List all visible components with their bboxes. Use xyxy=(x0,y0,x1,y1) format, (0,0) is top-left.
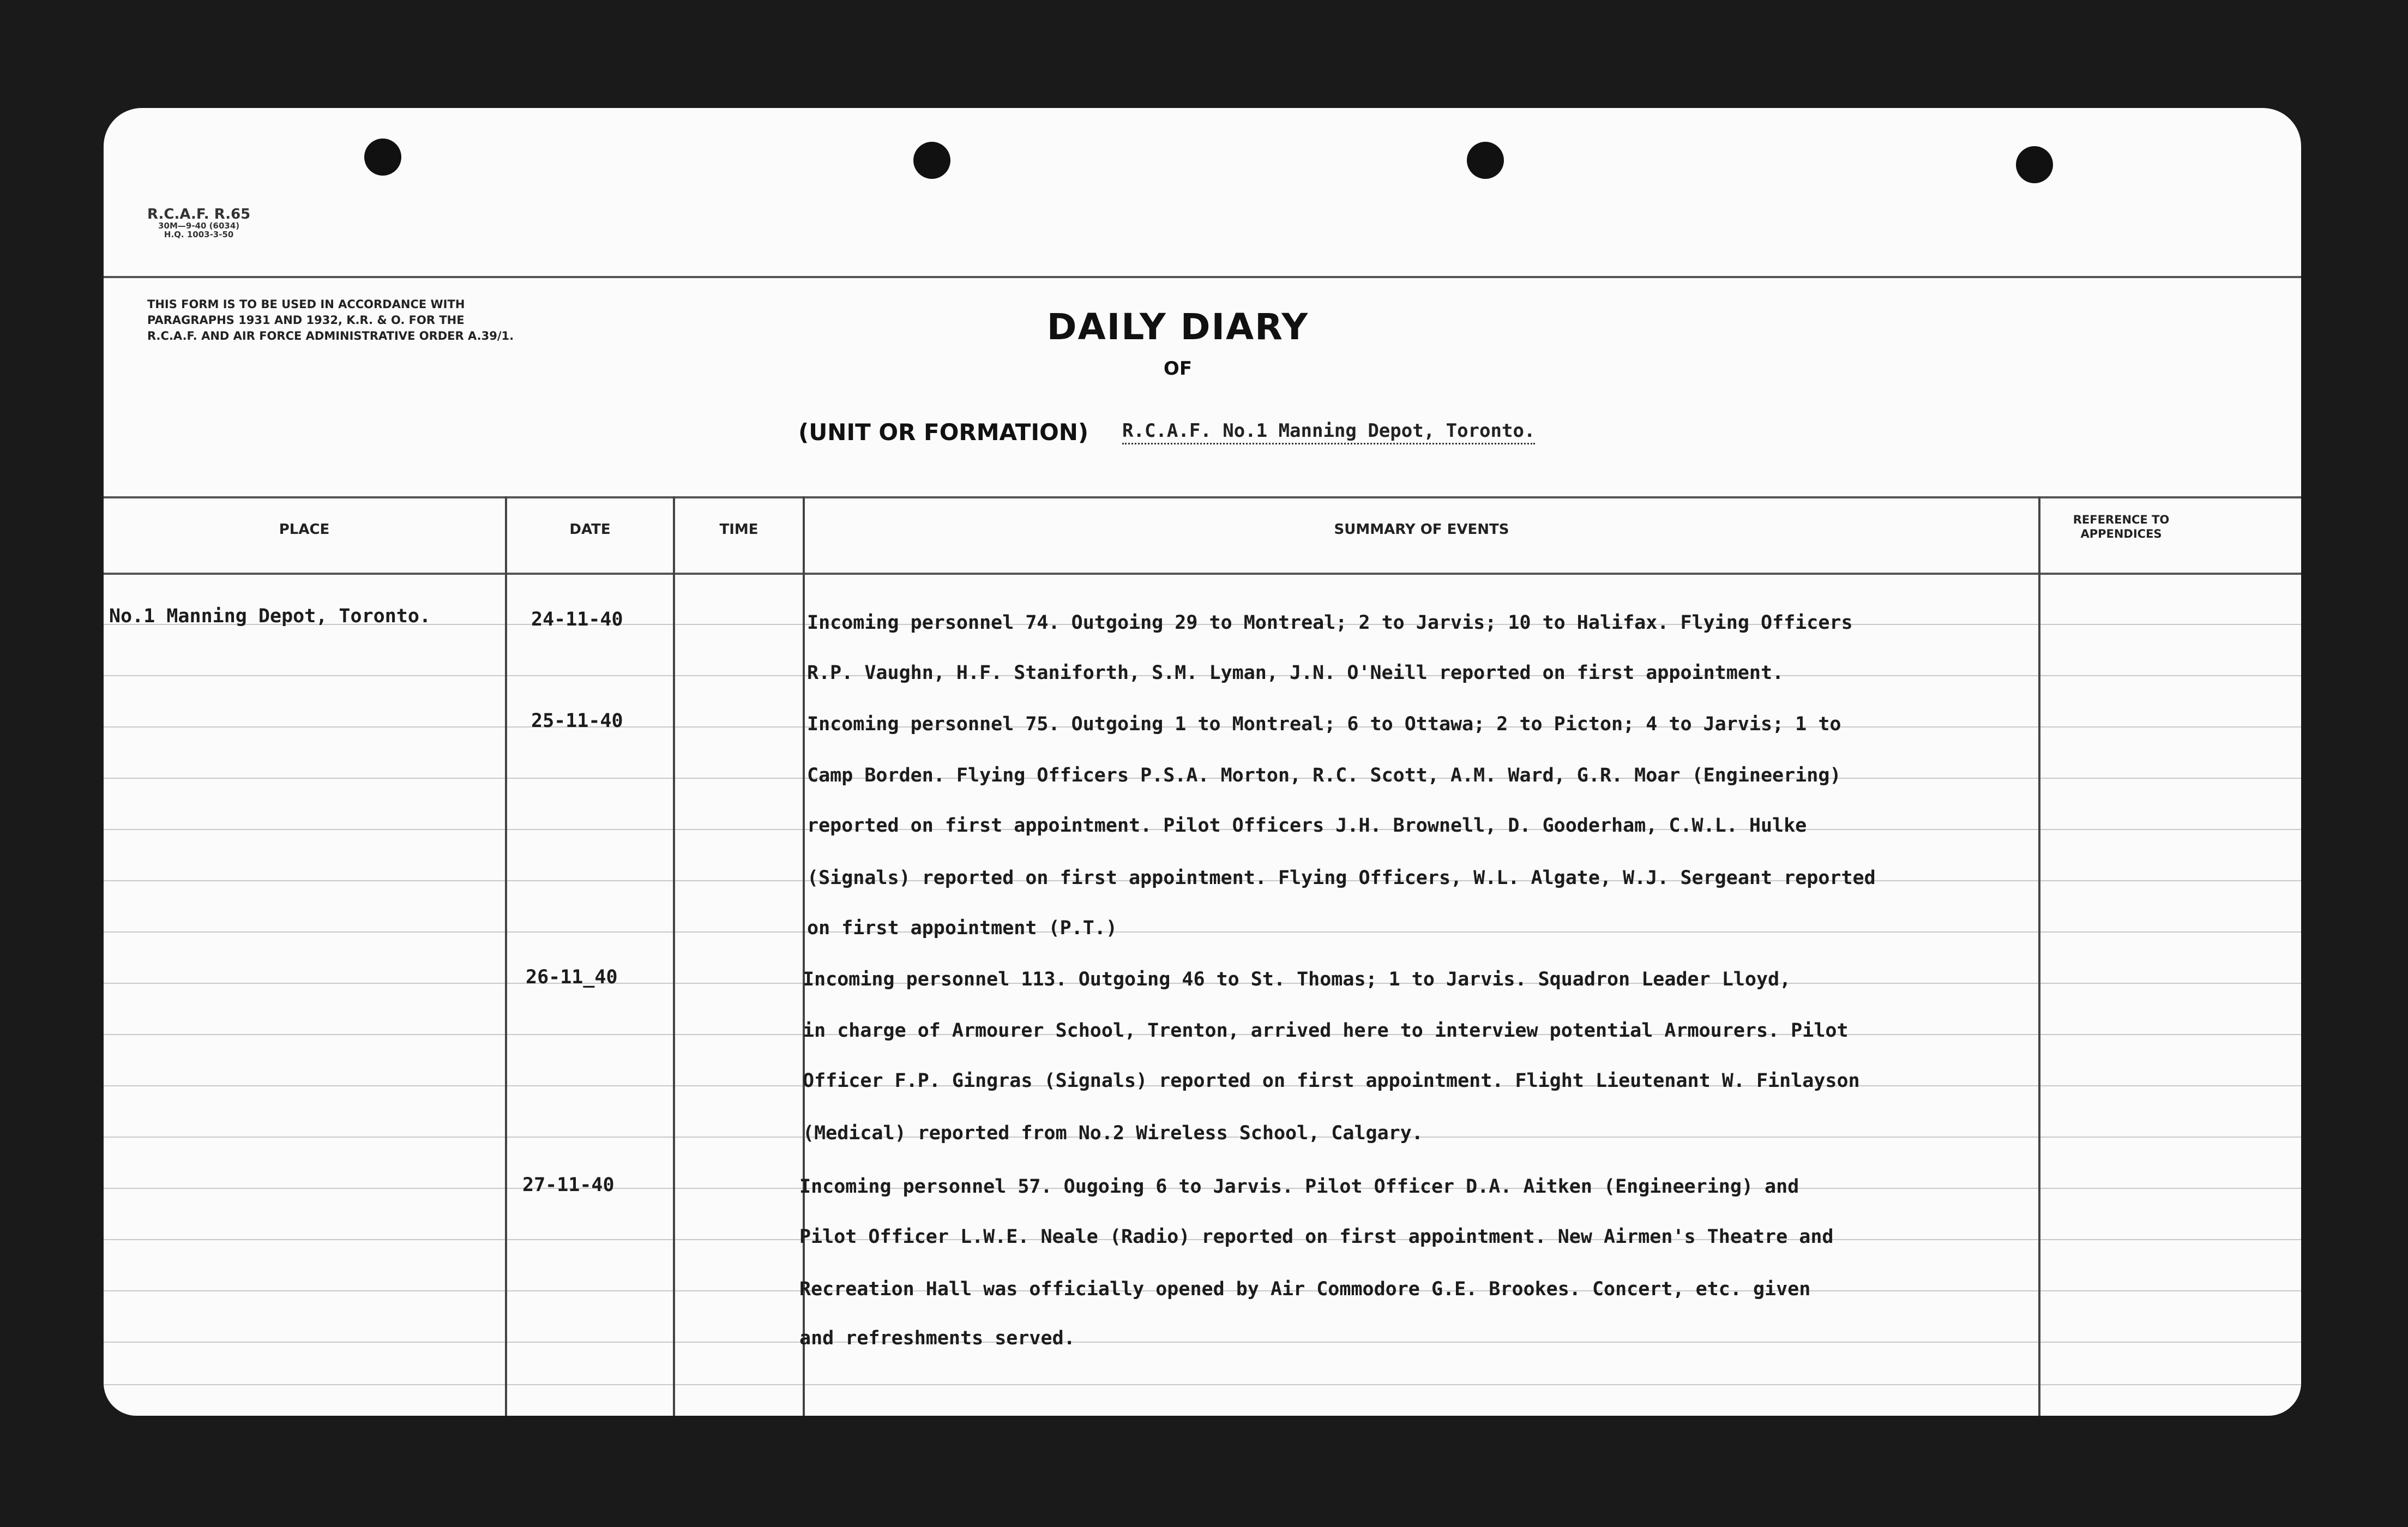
place-entry: No.1 Manning Depot, Toronto. xyxy=(109,605,431,627)
date-entry: 26-11_40 xyxy=(526,966,618,988)
table-top-rule xyxy=(104,496,2301,498)
punch-hole xyxy=(1467,142,1504,179)
summary-line: Incoming personnel 113. Outgoing 46 to St. Thomas; 1 to Jarvis. Squadron Leader Lloyd, xyxy=(803,969,1791,990)
date-entry: 27-11-40 xyxy=(522,1174,615,1196)
summary-line: Officer F.P. Gingras (Signals) reported on first appointment. Flight Lieutenant W. Finlayson xyxy=(803,1070,1860,1092)
column-rule xyxy=(673,496,675,1416)
column-header-place: PLACE xyxy=(279,521,330,538)
table-header-rule xyxy=(104,573,2301,575)
punch-hole xyxy=(364,139,401,176)
form-code-line: R.C.A.F. R.65 xyxy=(147,206,251,223)
column-header-date: DATE xyxy=(569,521,611,538)
title-of: OF xyxy=(1163,358,1193,380)
page-title: DAILY DIARY xyxy=(1046,306,1309,348)
diary-page xyxy=(104,108,2301,1416)
column-header-reference: REFERENCE TO APPENDICES xyxy=(2073,513,2170,540)
form-code-line: 30M—9-40 (6034) xyxy=(158,221,240,231)
form-code-line: H.Q. 1003-3-50 xyxy=(164,230,234,240)
date-entry: 25-11-40 xyxy=(531,710,623,732)
punch-hole xyxy=(913,142,950,179)
date-entry: 24-11-40 xyxy=(531,609,623,630)
ruled-line xyxy=(104,1342,2301,1343)
column-header-time: TIME xyxy=(719,521,758,538)
column-rule xyxy=(2038,496,2040,1416)
summary-line: in charge of Armourer School, Trenton, arrived here to interview potential Armourers. Pilot xyxy=(803,1020,1849,1042)
summary-line: Incoming personnel 74. Outgoing 29 to Montreal; 2 to Jarvis; 10 to Halifax. Flying Officers xyxy=(807,612,1853,634)
form-instructions: THIS FORM IS TO BE USED IN ACCORDANCE WITH PARAGRAPHS 1931 AND 1932, K.R. & O. FOR THE R.C.A.F. AND AIR FORCE ADMINISTRATIVE ORDER A.39/1. xyxy=(147,298,514,342)
summary-line: reported on first appointment. Pilot Officers J.H. Brownell, D. Gooderham, C.W.L. Hulke xyxy=(807,815,1807,837)
column-rule xyxy=(505,496,507,1416)
punch-hole xyxy=(2016,146,2053,183)
ruled-line xyxy=(104,931,2301,933)
unit-value: R.C.A.F. No.1 Manning Depot, Toronto. xyxy=(1122,420,1535,444)
form-code xyxy=(147,207,250,239)
unit-label: (UNIT OR FORMATION) xyxy=(798,419,1089,446)
summary-line: on first appointment (P.T.) xyxy=(807,917,1117,939)
summary-line: and refreshments served. xyxy=(799,1327,1075,1349)
ruled-line xyxy=(104,1384,2301,1385)
summary-line: Incoming personnel 57. Ougoing 6 to Jarvis. Pilot Officer D.A. Aitken (Engineering) and xyxy=(799,1176,1799,1198)
summary-line: (Medical) reported from No.2 Wireless School, Calgary. xyxy=(803,1122,1423,1144)
summary-line: Incoming personnel 75. Outgoing 1 to Montreal; 6 to Ottawa; 2 to Picton; 4 to Jarvis; 1 to xyxy=(807,713,1841,735)
summary-line: Recreation Hall was officially opened by Air Commodore G.E. Brookes. Concert, etc. given xyxy=(799,1278,1811,1300)
summary-line: R.P. Vaughn, H.F. Staniforth, S.M. Lyman, J.N. O'Neill reported on first appointment. xyxy=(807,662,1784,684)
summary-line: Camp Borden. Flying Officers P.S.A. Morton, R.C. Scott, A.M. Ward, G.R. Moar (Engineering) xyxy=(807,765,1841,786)
header-rule xyxy=(104,276,2301,278)
summary-line: (Signals) reported on first appointment. Flying Officers, W.L. Algate, W.J. Sergeant reported xyxy=(807,867,1876,889)
summary-line: Pilot Officer L.W.E. Neale (Radio) reported on first appointment. New Airmen's Theatre and xyxy=(799,1226,1834,1248)
column-header-summary: SUMMARY OF EVENTS xyxy=(1334,521,1509,538)
